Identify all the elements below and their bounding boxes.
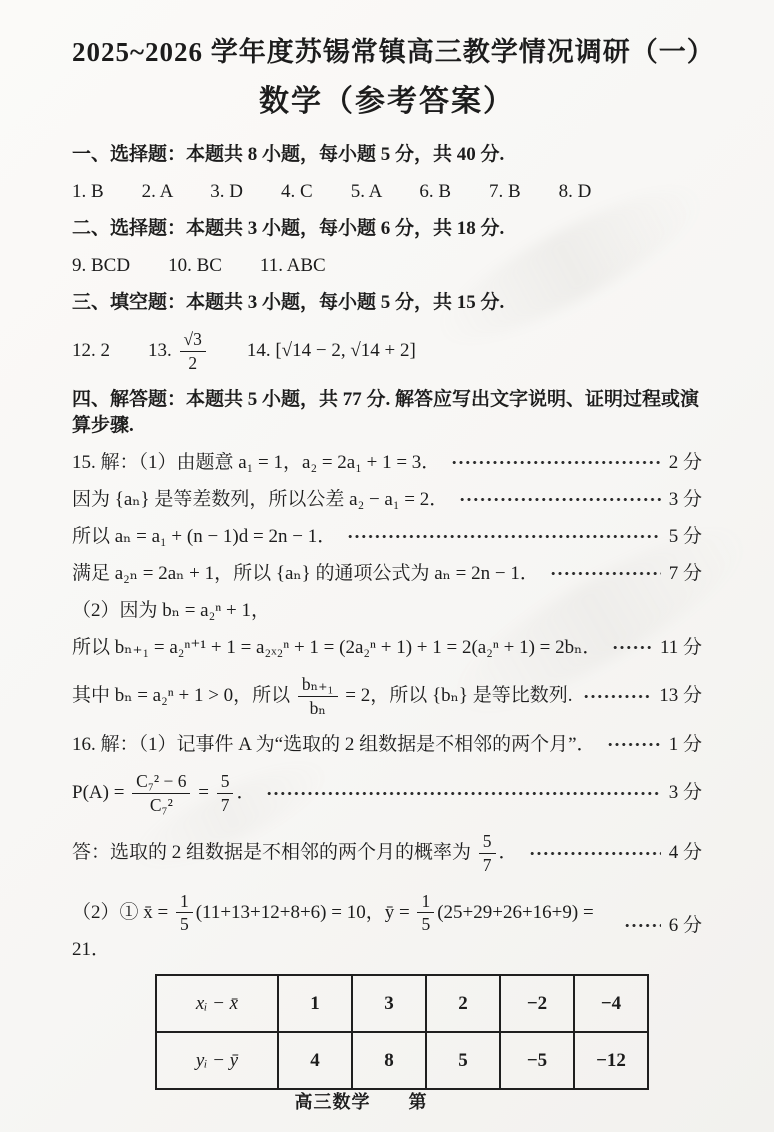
table-cell: −2 (500, 975, 574, 1032)
line-content (72, 561, 539, 587)
data-table-body (156, 975, 648, 1089)
line-content (72, 327, 416, 376)
dotted-leader (452, 460, 660, 465)
table-cell: 8 (352, 1032, 426, 1089)
score-label: 13 分 (659, 685, 702, 707)
exam-title: 2025~2026 学年度苏锡常镇高三教学情况调研（一） (72, 37, 715, 67)
fraction: $\frac{1}{5}$ (417, 891, 434, 936)
text-segment: 14. [√14 − 2, √14 + 2] (208, 339, 416, 361)
answers-subtitle: 数学（参考答案） (259, 84, 515, 118)
score-label: 6 分 (668, 914, 702, 936)
section-2-header (72, 216, 702, 242)
score-label: 5 分 (668, 525, 702, 547)
q16-step (72, 732, 702, 758)
line-content (72, 598, 270, 624)
line-content (72, 829, 518, 878)
dotted-leader (348, 534, 661, 539)
dotted-leader (608, 742, 661, 747)
line-content (72, 387, 702, 439)
text-segment: = (193, 781, 214, 803)
text-segment: ． (236, 781, 256, 803)
answer-lines (72, 142, 702, 964)
dotted-leader (267, 791, 660, 796)
score-label: 2 分 (668, 451, 702, 473)
dotted-leader (460, 497, 661, 502)
dotted-leader (613, 645, 652, 650)
dotted-leader (551, 571, 661, 576)
score-label: 1 分 (668, 733, 702, 755)
text-segment: 1. B 2. A 3. D 4. C 5. A 6. B 7. B 8. D (72, 180, 592, 202)
fraction: $\frac{5}{7}$ (479, 831, 496, 876)
table-row (156, 1032, 648, 1089)
dotted-leader (530, 851, 661, 856)
row-label: yᵢ − ȳ (156, 1032, 278, 1089)
text-segment: 其中 bₙ = a₂ⁿ + 1 > 0，所以 (72, 684, 295, 706)
line-content (72, 290, 504, 316)
text-segment: P(A) = (72, 781, 130, 803)
line-content (72, 487, 448, 513)
text-segment: 因为 {aₙ} 是等差数列，所以公差 a₂ − a₁ = 2． (72, 488, 449, 510)
text-segment: (11+13+12+8+6) = 10，ȳ = (195, 901, 415, 923)
table-cell: 5 (426, 1032, 500, 1089)
fraction: $\frac{1}{5}$ (176, 891, 193, 936)
table-cell: 3 (352, 975, 426, 1032)
text-segment: 所以 bₙ₊₁ = a₂ⁿ⁺¹ + 1 = a₂ₓ₂ⁿ + 1 = (2a₂ⁿ + 1) + 1 = 2(a₂ⁿ + 1) = 2bₙ． (72, 636, 602, 658)
score-label: 4 分 (668, 842, 702, 864)
text-segment: 9. BCD 10. BC 11. ABC (72, 254, 326, 276)
q15-step (72, 450, 702, 476)
text-segment: （2）① x̄ = (72, 901, 173, 923)
text-segment: 三、填空题：本题共 3 小题，每小题 5 分，共 15 分. (72, 291, 505, 313)
text-segment: = 2，所以 {bₙ} 是等比数列. (340, 684, 573, 706)
q15-step (72, 672, 702, 721)
text-segment: 答：选取的 2 组数据是不相邻的两个月的概率为 (72, 841, 476, 863)
line-content (72, 889, 613, 964)
text-segment: 满足 a₂ₙ = 2aₙ + 1，所以 {aₙ} 的通项公式为 aₙ = 2n − 1． (72, 562, 539, 584)
text-segment: 16. 解：（1）记事件 A 为“选取的 2 组数据是不相邻的两个月”． (72, 733, 596, 755)
q16-step (72, 889, 702, 964)
line-content (72, 450, 440, 476)
score-label: 7 分 (668, 562, 702, 584)
text-segment: 12. 2 13. (72, 339, 177, 361)
fraction: $\frac{√3}{2}$ (180, 329, 206, 374)
line-content (72, 524, 336, 550)
fraction: $\frac{\text{C₇² − 6}}{\text{C₇²}}$ (132, 771, 190, 816)
table-cell: 2 (426, 975, 500, 1032)
text-segment: (25+29+26+16+9) = 21． (72, 901, 599, 961)
q15-step (72, 487, 702, 513)
section-1-header (72, 142, 702, 168)
line-content (72, 672, 572, 721)
text-segment: 二、选择题：本题共 3 小题，每小题 6 分，共 18 分. (72, 217, 505, 239)
score-label: 3 分 (668, 782, 702, 804)
text-segment: 所以 aₙ = a₁ + (n − 1)d = 2n − 1． (72, 525, 337, 547)
fraction: $\frac{5}{7}$ (217, 771, 234, 816)
page-footer: 高三数学 第 (294, 1092, 428, 1112)
text-segment: ． (498, 841, 518, 863)
dotted-leader (584, 694, 651, 699)
line-content (72, 732, 596, 758)
text-segment: 一、选择题：本题共 8 小题，每小题 5 分，共 40 分. (72, 143, 505, 165)
text-segment: （2）因为 bₙ = a₂ⁿ + 1， (72, 599, 270, 621)
row-label: xᵢ − x̄ (156, 975, 278, 1032)
table-cell: 4 (278, 1032, 352, 1089)
text-segment: 15. 解：（1）由题意 a₁ = 1，a₂ = 2a₁ + 1 = 3． (72, 451, 441, 473)
section-4-header (72, 387, 702, 439)
score-label: 3 分 (668, 488, 702, 510)
choice-answers-9-11 (72, 253, 702, 279)
text-segment: 四、解答题：本题共 5 小题，共 77 分. 解答应写出文字说明、证明过程或演算步骤. (72, 388, 700, 436)
data-table (155, 974, 649, 1090)
section-3-header (72, 290, 702, 316)
line-content (72, 216, 504, 242)
fraction: $\frac{\text{bₙ₊₁}}{\text{bₙ}}$ (298, 674, 338, 719)
q15-step (72, 635, 702, 661)
q16-step (72, 769, 702, 818)
dotted-leader (625, 923, 661, 928)
line-content (72, 635, 601, 661)
table-cell: −4 (574, 975, 648, 1032)
q15-step (72, 561, 702, 587)
q16-step (72, 829, 702, 878)
table-row (156, 975, 648, 1032)
choice-answers-1-8 (72, 179, 702, 205)
table-cell: −5 (500, 1032, 574, 1089)
score-label: 11 分 (659, 636, 702, 658)
fill-in-answers-12-14 (72, 327, 702, 376)
line-content (72, 769, 255, 818)
q15-step (72, 598, 702, 624)
q15-step (72, 524, 702, 550)
line-content (72, 253, 326, 279)
line-content (72, 142, 504, 168)
table-cell: −12 (574, 1032, 648, 1089)
table-cell: 1 (278, 975, 352, 1032)
line-content (72, 179, 591, 205)
